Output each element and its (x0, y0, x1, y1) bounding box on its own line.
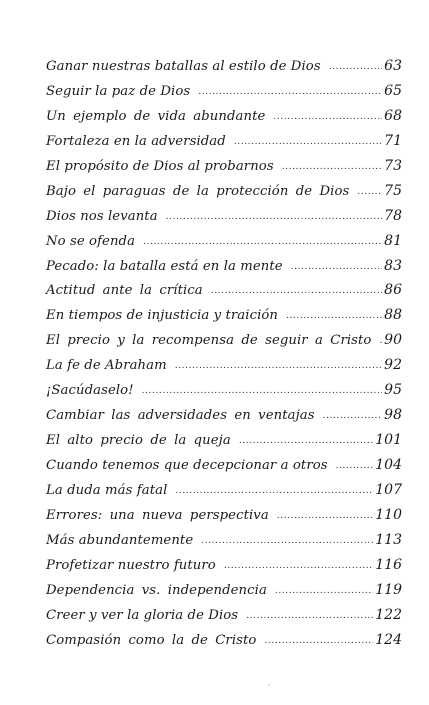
toc-entry (46, 158, 402, 183)
toc-entry (46, 582, 402, 607)
toc-entry (46, 282, 402, 307)
page-speck (268, 684, 270, 686)
toc-entry (46, 607, 402, 632)
toc-entry (46, 307, 402, 332)
toc-entry (46, 532, 402, 557)
toc-entry (46, 183, 402, 208)
dot-leader (166, 212, 383, 222)
toc-entry (46, 482, 402, 507)
toc-entry (46, 357, 402, 382)
entry-page-number: 65 (384, 82, 402, 99)
toc-entry (46, 557, 402, 582)
dot-leader (286, 311, 382, 321)
entry-title: En tiempos de injusticia y traición (46, 308, 279, 324)
entry-title: Errores: una nueva perspectiva (46, 507, 269, 523)
entry-title: Bajo el paraguas de la protección de Dios (46, 183, 350, 199)
dot-leader (323, 411, 383, 421)
entry-page-number: 104 (375, 457, 402, 473)
dot-leader (201, 536, 373, 546)
entry-title: Compasión como la de Cristo (46, 632, 257, 648)
entry-title: La fe de Abraham (46, 358, 167, 374)
toc-entry (46, 507, 402, 532)
entry-page-number: 81 (384, 232, 402, 249)
dot-leader (175, 486, 373, 496)
entry-title: Creer y ver la gloria de Dios (46, 607, 239, 623)
entry-page-number: 116 (375, 556, 402, 573)
toc-entry (46, 432, 402, 457)
toc-entry (46, 382, 402, 407)
dot-leader (234, 137, 382, 147)
entry-page-number: 63 (384, 58, 402, 74)
toc-entry (46, 58, 402, 83)
entry-page-number: 113 (375, 531, 402, 548)
toc-entry (46, 457, 402, 482)
toc-entry (46, 632, 402, 657)
entry-page-number: 75 (384, 182, 402, 199)
entry-title: Fortaleza en la adversidad (46, 133, 226, 149)
entry-title: El precio y la recompensa de seguir a Cristo (46, 333, 372, 349)
entry-page-number: 83 (384, 257, 402, 274)
entry-page-number: 92 (384, 357, 402, 374)
dot-leader (175, 361, 382, 371)
dot-leader (246, 611, 373, 621)
dot-leader (143, 237, 382, 247)
entry-title: Pecado: la batalla está en la mente (46, 258, 283, 274)
entry-title: ¡Sacúdaselo! (46, 383, 134, 399)
entry-page-number: 124 (375, 631, 402, 648)
entry-title: Más abundantemente (46, 532, 194, 548)
toc-entry (46, 133, 402, 158)
dot-leader (198, 87, 382, 97)
entry-page-number: 98 (384, 407, 402, 424)
entry-title: Cuando tenemos que decepcionar a otros (46, 458, 328, 473)
dot-leader (379, 336, 382, 346)
dot-leader (357, 187, 382, 197)
entry-title: Ganar nuestras batallas al estilo de Dios (46, 59, 321, 74)
entry-page-number: 73 (384, 157, 402, 174)
entry-page-number: 90 (384, 332, 402, 349)
entry-page-number: 101 (375, 432, 402, 449)
toc-entry (46, 407, 402, 432)
entry-title: Seguir la paz de Dios (46, 83, 191, 99)
entry-page-number: 119 (375, 581, 402, 598)
dot-leader (273, 112, 382, 122)
toc-entry (46, 233, 402, 258)
entry-title: El alto precio de la queja (46, 433, 231, 449)
entry-page-number: 71 (384, 132, 402, 149)
entry-title: La duda más fatal (46, 482, 168, 498)
entry-title: Profetizar nuestro futuro (46, 557, 216, 573)
entry-page-number: 122 (375, 606, 402, 623)
entry-page-number: 86 (384, 282, 402, 299)
entry-title: Dependencia vs. independencia (46, 582, 267, 598)
entry-title: Actitud ante la crítica (46, 283, 203, 299)
dot-leader (142, 386, 383, 396)
entry-title: Dios nos levanta (46, 208, 158, 224)
toc-entry (46, 332, 402, 357)
entry-page-number: 107 (375, 481, 402, 498)
toc-entry (46, 83, 402, 108)
dot-leader (264, 636, 373, 646)
dot-leader (224, 561, 373, 571)
entry-title: No se ofenda (46, 233, 136, 249)
dot-leader (291, 262, 383, 272)
toc-entry (46, 258, 402, 283)
dot-leader (275, 586, 373, 596)
dot-leader (211, 286, 382, 296)
entry-page-number: 88 (384, 307, 402, 324)
dot-leader (329, 62, 382, 72)
dot-leader (336, 461, 374, 471)
entry-page-number: 110 (375, 506, 402, 523)
dot-leader (277, 511, 373, 521)
entry-page-number: 78 (384, 207, 402, 224)
entry-page-number: 68 (384, 107, 402, 124)
entry-title: Un ejemplo de vida abundante (46, 108, 266, 124)
entry-title: Cambiar las adversidades en ventajas (46, 408, 315, 424)
toc-entry (46, 208, 402, 233)
toc-entry (46, 108, 402, 133)
entry-page-number: 95 (384, 382, 402, 399)
dot-leader (282, 162, 382, 172)
dot-leader (239, 436, 373, 446)
table-of-contents (46, 58, 402, 657)
entry-title: El propósito de Dios al probarnos (46, 158, 274, 174)
